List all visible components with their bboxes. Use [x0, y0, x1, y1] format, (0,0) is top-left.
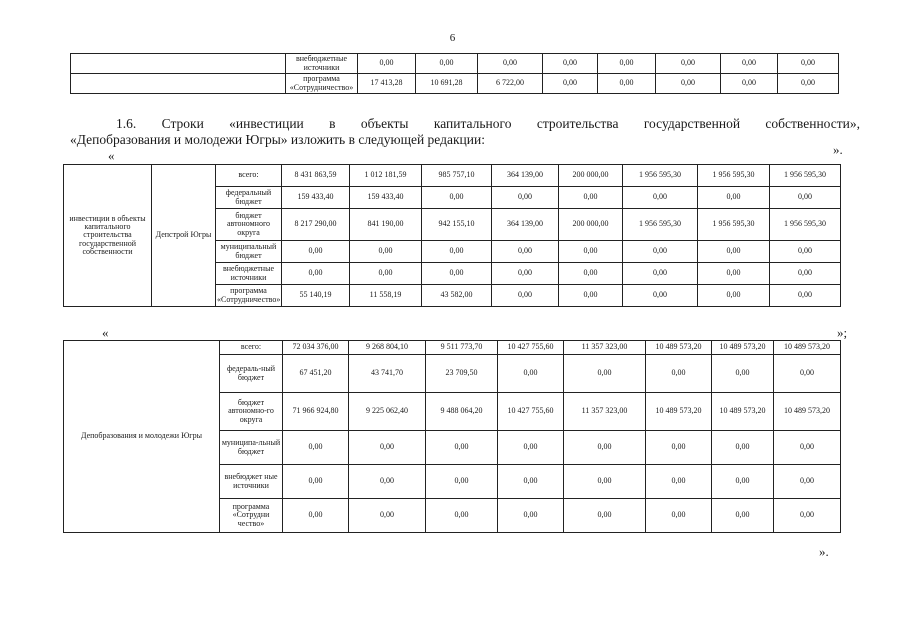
value-cell: 0,00	[774, 431, 841, 465]
value-cell: 841 190,00	[350, 209, 422, 241]
value-cell: 1 956 595,30	[623, 165, 698, 187]
value-cell: 72 034 376,00	[283, 341, 349, 355]
value-cell: 0,00	[656, 54, 721, 74]
value-cell: 1 956 595,30	[623, 209, 698, 241]
depobr-table	[63, 340, 841, 533]
value-cell: 0,00	[774, 465, 841, 499]
value-cell: 0,00	[350, 263, 422, 285]
value-cell: 159 433,40	[282, 187, 350, 209]
row-label: муниципальный бюджет	[216, 241, 282, 263]
value-cell: 0,00	[492, 285, 559, 307]
open-quote: «	[108, 148, 115, 163]
value-cell: 364 139,00	[492, 209, 559, 241]
closing-quote-period: ».	[833, 142, 843, 157]
row-label: всего:	[216, 165, 282, 187]
value-cell: 0,00	[698, 187, 770, 209]
value-cell: 0,00	[283, 465, 349, 499]
value-cell: 0,00	[543, 74, 598, 94]
value-cell: 0,00	[623, 241, 698, 263]
value-cell: 0,00	[492, 241, 559, 263]
empty-cell	[71, 74, 286, 94]
value-cell: 10 691,28	[416, 74, 478, 94]
value-cell: 10 489 573,20	[712, 341, 774, 355]
value-cell: 1 956 595,30	[698, 209, 770, 241]
open-quote-2: «	[102, 325, 109, 340]
value-cell: 10 427 755,60	[498, 341, 564, 355]
instruction-paragraph	[70, 116, 860, 148]
value-cell: 985 757,10	[422, 165, 492, 187]
value-cell: 0,00	[283, 499, 349, 533]
value-cell: 0,00	[770, 263, 841, 285]
value-cell: 0,00	[559, 241, 623, 263]
value-cell: 71 966 924,80	[283, 393, 349, 431]
value-cell: 0,00	[656, 74, 721, 94]
value-cell: 9 511 773,70	[426, 341, 498, 355]
row-label: бюджет автономно-го округа	[220, 393, 283, 431]
value-cell: 11 558,19	[350, 285, 422, 307]
value-cell: 0,00	[559, 187, 623, 209]
value-cell: 1 956 595,30	[698, 165, 770, 187]
value-cell: 17 413,28	[358, 74, 416, 94]
value-cell: 0,00	[646, 499, 712, 533]
value-cell: 9 268 804,10	[349, 341, 426, 355]
value-cell: 200 000,00	[559, 209, 623, 241]
value-cell: 0,00	[498, 465, 564, 499]
value-cell: 11 357 323,00	[564, 393, 646, 431]
table-row	[64, 341, 841, 355]
value-cell: 0,00	[712, 499, 774, 533]
table-row	[71, 74, 839, 94]
empty-cell	[71, 54, 286, 74]
value-cell: 10 427 755,60	[498, 393, 564, 431]
value-cell: 0,00	[712, 355, 774, 393]
value-cell: 0,00	[698, 263, 770, 285]
value-cell: 0,00	[774, 499, 841, 533]
value-cell: 0,00	[721, 74, 778, 94]
row-label: муниципа-льный бюджет	[220, 431, 283, 465]
value-cell: 0,00	[646, 465, 712, 499]
value-cell: 6 722,00	[478, 74, 543, 94]
value-cell: 0,00	[422, 263, 492, 285]
row-label: программа «Сотрудни чество»	[220, 499, 283, 533]
value-cell: 9 488 064,20	[426, 393, 498, 431]
value-cell: 0,00	[559, 263, 623, 285]
value-cell: 0,00	[778, 54, 839, 74]
value-cell: 0,00	[358, 54, 416, 74]
value-cell: 0,00	[543, 54, 598, 74]
value-cell: 0,00	[712, 431, 774, 465]
value-cell: 200 000,00	[559, 165, 623, 187]
value-cell: 0,00	[623, 187, 698, 209]
paragraph-line-1: 1.6. Строки «инвестиции в объекты капитального строительства государственной собственности»,	[116, 116, 860, 131]
value-cell: 1 012 181,59	[350, 165, 422, 187]
row-label: внебюджетные источники	[286, 54, 358, 74]
value-cell: 0,00	[712, 465, 774, 499]
value-cell: 0,00	[770, 241, 841, 263]
value-cell: 0,00	[774, 355, 841, 393]
value-cell: 0,00	[492, 263, 559, 285]
row-label: программа «Сотрудничество»	[286, 74, 358, 94]
value-cell: 0,00	[564, 499, 646, 533]
value-cell: 0,00	[564, 355, 646, 393]
value-cell: 43 741,70	[349, 355, 426, 393]
value-cell: 0,00	[646, 431, 712, 465]
value-cell: 0,00	[426, 431, 498, 465]
value-cell: 0,00	[770, 187, 841, 209]
value-cell: 0,00	[422, 187, 492, 209]
value-cell: 1 956 595,30	[770, 209, 841, 241]
row-label: всего:	[220, 341, 283, 355]
value-cell: 0,00	[778, 74, 839, 94]
value-cell: 0,00	[498, 355, 564, 393]
value-cell: 0,00	[598, 74, 656, 94]
value-cell: 23 709,50	[426, 355, 498, 393]
value-cell: 0,00	[623, 285, 698, 307]
value-cell: 0,00	[349, 431, 426, 465]
value-cell: 942 155,10	[422, 209, 492, 241]
value-cell: 0,00	[623, 263, 698, 285]
executor-cell: Депстрой Югры	[152, 165, 216, 307]
value-cell: 0,00	[564, 465, 646, 499]
value-cell: 0,00	[698, 241, 770, 263]
value-cell: 0,00	[498, 499, 564, 533]
page-number: 6	[449, 32, 456, 44]
row-label: федераль-ный бюджет	[220, 355, 283, 393]
value-cell: 0,00	[770, 285, 841, 307]
value-cell: 0,00	[282, 263, 350, 285]
table-row	[71, 54, 839, 74]
value-cell: 9 225 062,40	[349, 393, 426, 431]
value-cell: 0,00	[422, 241, 492, 263]
value-cell: 0,00	[492, 187, 559, 209]
investment-name-cell: инвестиции в объекты капитального строительства государственной собственности	[64, 165, 152, 307]
value-cell: 0,00	[283, 431, 349, 465]
value-cell: 0,00	[598, 54, 656, 74]
value-cell: 0,00	[282, 241, 350, 263]
row-label: федеральный бюджет	[216, 187, 282, 209]
value-cell: 10 489 573,20	[774, 341, 841, 355]
value-cell: 0,00	[478, 54, 543, 74]
row-label: внебюджетные источники	[216, 263, 282, 285]
value-cell: 67 451,20	[283, 355, 349, 393]
closing-quote-final: ».	[819, 544, 829, 559]
depobr-name-cell: Депобразования и молодежи Югры	[64, 341, 220, 533]
row-label: бюджет автономного округа	[216, 209, 282, 241]
value-cell: 0,00	[721, 54, 778, 74]
value-cell: 8 217 290,00	[282, 209, 350, 241]
value-cell: 159 433,40	[350, 187, 422, 209]
value-cell: 10 489 573,20	[712, 393, 774, 431]
value-cell: 0,00	[349, 465, 426, 499]
row-label: внебюджет ные источники	[220, 465, 283, 499]
value-cell: 0,00	[646, 355, 712, 393]
top-table	[70, 53, 839, 94]
value-cell: 10 489 573,20	[646, 393, 712, 431]
closing-quote-semicolon: »;	[837, 325, 848, 340]
value-cell: 0,00	[416, 54, 478, 74]
value-cell: 0,00	[426, 499, 498, 533]
value-cell: 0,00	[559, 285, 623, 307]
value-cell: 364 139,00	[492, 165, 559, 187]
value-cell: 0,00	[698, 285, 770, 307]
table-row	[64, 165, 841, 187]
value-cell: 0,00	[426, 465, 498, 499]
value-cell: 8 431 863,59	[282, 165, 350, 187]
value-cell: 0,00	[349, 499, 426, 533]
investment-table	[63, 164, 841, 307]
value-cell: 0,00	[350, 241, 422, 263]
value-cell: 11 357 323,00	[564, 341, 646, 355]
row-label: программа «Сотрудничество»	[216, 285, 282, 307]
value-cell: 1 956 595,30	[770, 165, 841, 187]
value-cell: 10 489 573,20	[774, 393, 841, 431]
value-cell: 55 140,19	[282, 285, 350, 307]
value-cell: 43 582,00	[422, 285, 492, 307]
value-cell: 10 489 573,20	[646, 341, 712, 355]
paragraph-line-2: «Депобразования и молодежи Югры» изложить в следующей редакции:	[70, 132, 485, 147]
value-cell: 0,00	[564, 431, 646, 465]
value-cell: 0,00	[498, 431, 564, 465]
